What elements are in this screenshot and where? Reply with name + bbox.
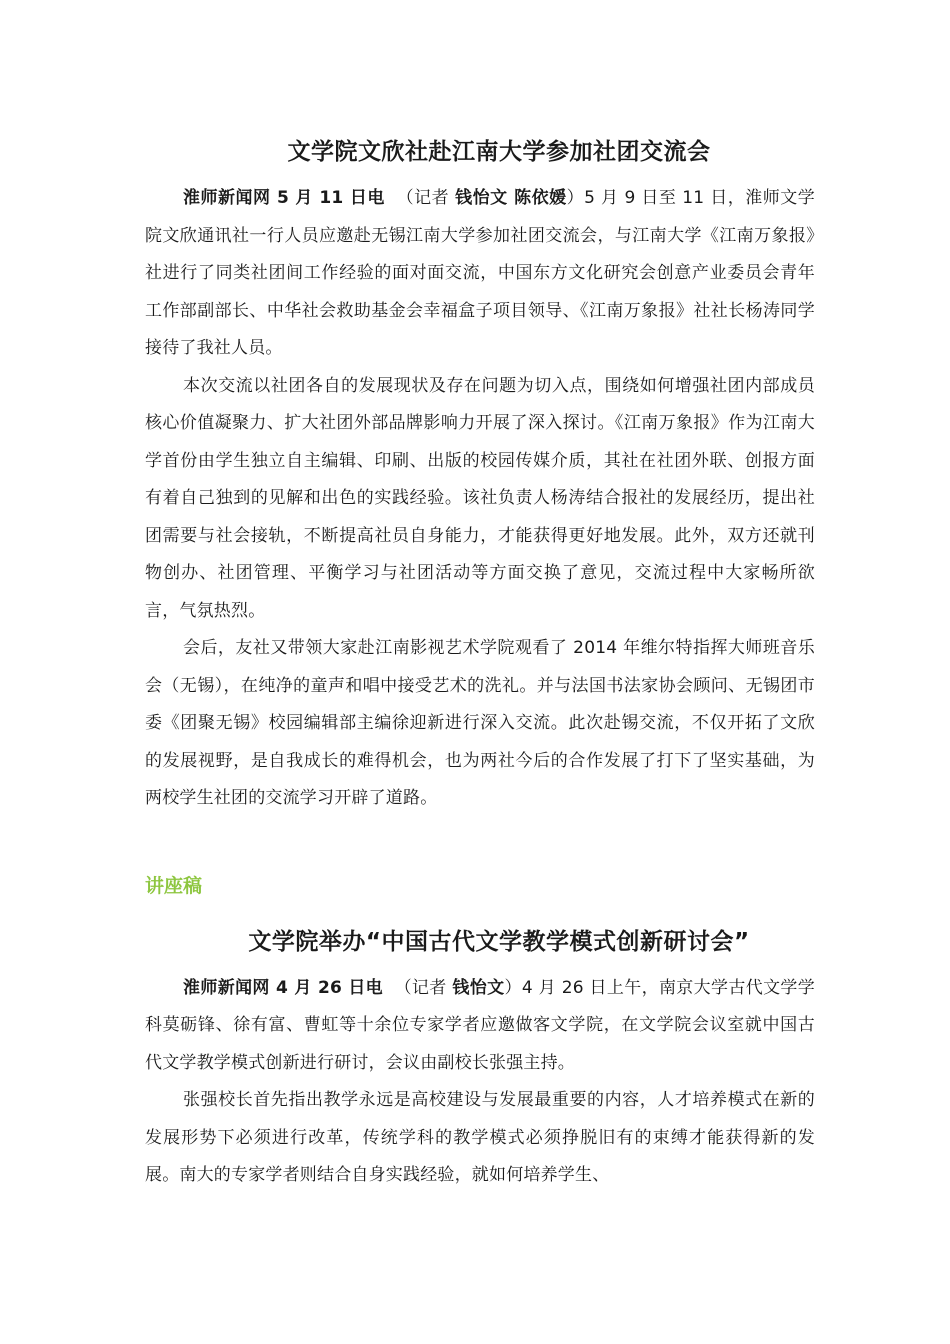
reporter-label: （记者 (394, 977, 447, 998)
article-title: 文学院文欣社赴江南大学参加社团交流会 (287, 139, 711, 165)
paragraph-text: ）5 月 9 日至 11 日，淮师文学院文欣通讯社一行人员应邀赴无锡江南大学参加社团交流会，与江南大学《江南万象报》社进行了同类社团间工作经验的面对面交流，中国东方文化研究会创意产业委员会青年工作部副部长、中华社会救助基金会幸福盒子项目领导、《江南万象报》社社长杨涛同学接待了我社人员。 (145, 188, 815, 358)
reporter-names: 钱怡文 陈依媛 (455, 188, 567, 208)
section-label: 讲座稿 (145, 874, 203, 897)
document-body (145, 130, 815, 1195)
dateline: 淮师新闻网 4 月 26 日电 (183, 977, 384, 998)
article-paragraph: 会后，友社又带领大家赴江南影视艺术学院观看了 2014 年维尔特指挥大师班音乐会（无锡），在纯净的童声和唱中接受艺术的洗礼。并与法国书法家协会顾问、无锡团市委《团聚无锡》校园编辑部主编徐迎新进行深入交流。此次赴锡交流，不仅开拓了文欣的发展视野，是自我成长的难得机会，也为两社今后的合作发展了打下了坚实基础，为两校学生社团的交流学习开辟了道路。 (145, 638, 815, 808)
article-paragraph: 本次交流以社团各自的发展现状及存在问题为切入点，围绕如何增强社团内部成员核心价值凝聚力、扩大社团外部品牌影响力开展了深入探讨。《江南万象报》作为江南大学首份由学生独立自主编辑、印刷、出版的校园传媒介质，其社在社团外联、创报方面有着自己独到的见解和出色的实践经验。该社负责人杨涛结合报社的发展经历，提出社团需要与社会接轨，不断提高社员自身能力，才能获得更好地发展。此外，双方还就刊物创办、社团管理、平衡学习与社团活动等方面交换了意见，交流过程中大家畅所欲言，气氛热烈。 (145, 375, 815, 621)
paragraph-text: ）4 月 26 日上午，南京大学古代文学学科莫砺锋、徐有富、曹虹等十余位专家学者应邀做客文学院，在文学院会议室就中国古代文学教学模式创新进行研讨，会议由副校长张强主持。 (145, 977, 815, 1073)
article-paragraph (145, 970, 815, 1083)
reporter-names: 钱怡文 (452, 977, 505, 998)
article-paragraph (145, 180, 815, 368)
article-paragraph: 张强校长首先指出教学永远是高校建设与发展最重要的内容，人才培养模式在新的发展形势下必须进行改革，传统学科的教学模式必须挣脱旧有的束缚才能获得新的发展。南大的专家学者则结合自身实践经验，就如何培养学生、 (145, 1090, 815, 1185)
article-title: 文学院举办“中国古代文学教学模式创新研讨会” (248, 928, 750, 955)
dateline: 淮师新闻网 5 月 11 日电 (183, 188, 385, 208)
reporter-label: （记者 (396, 188, 450, 208)
